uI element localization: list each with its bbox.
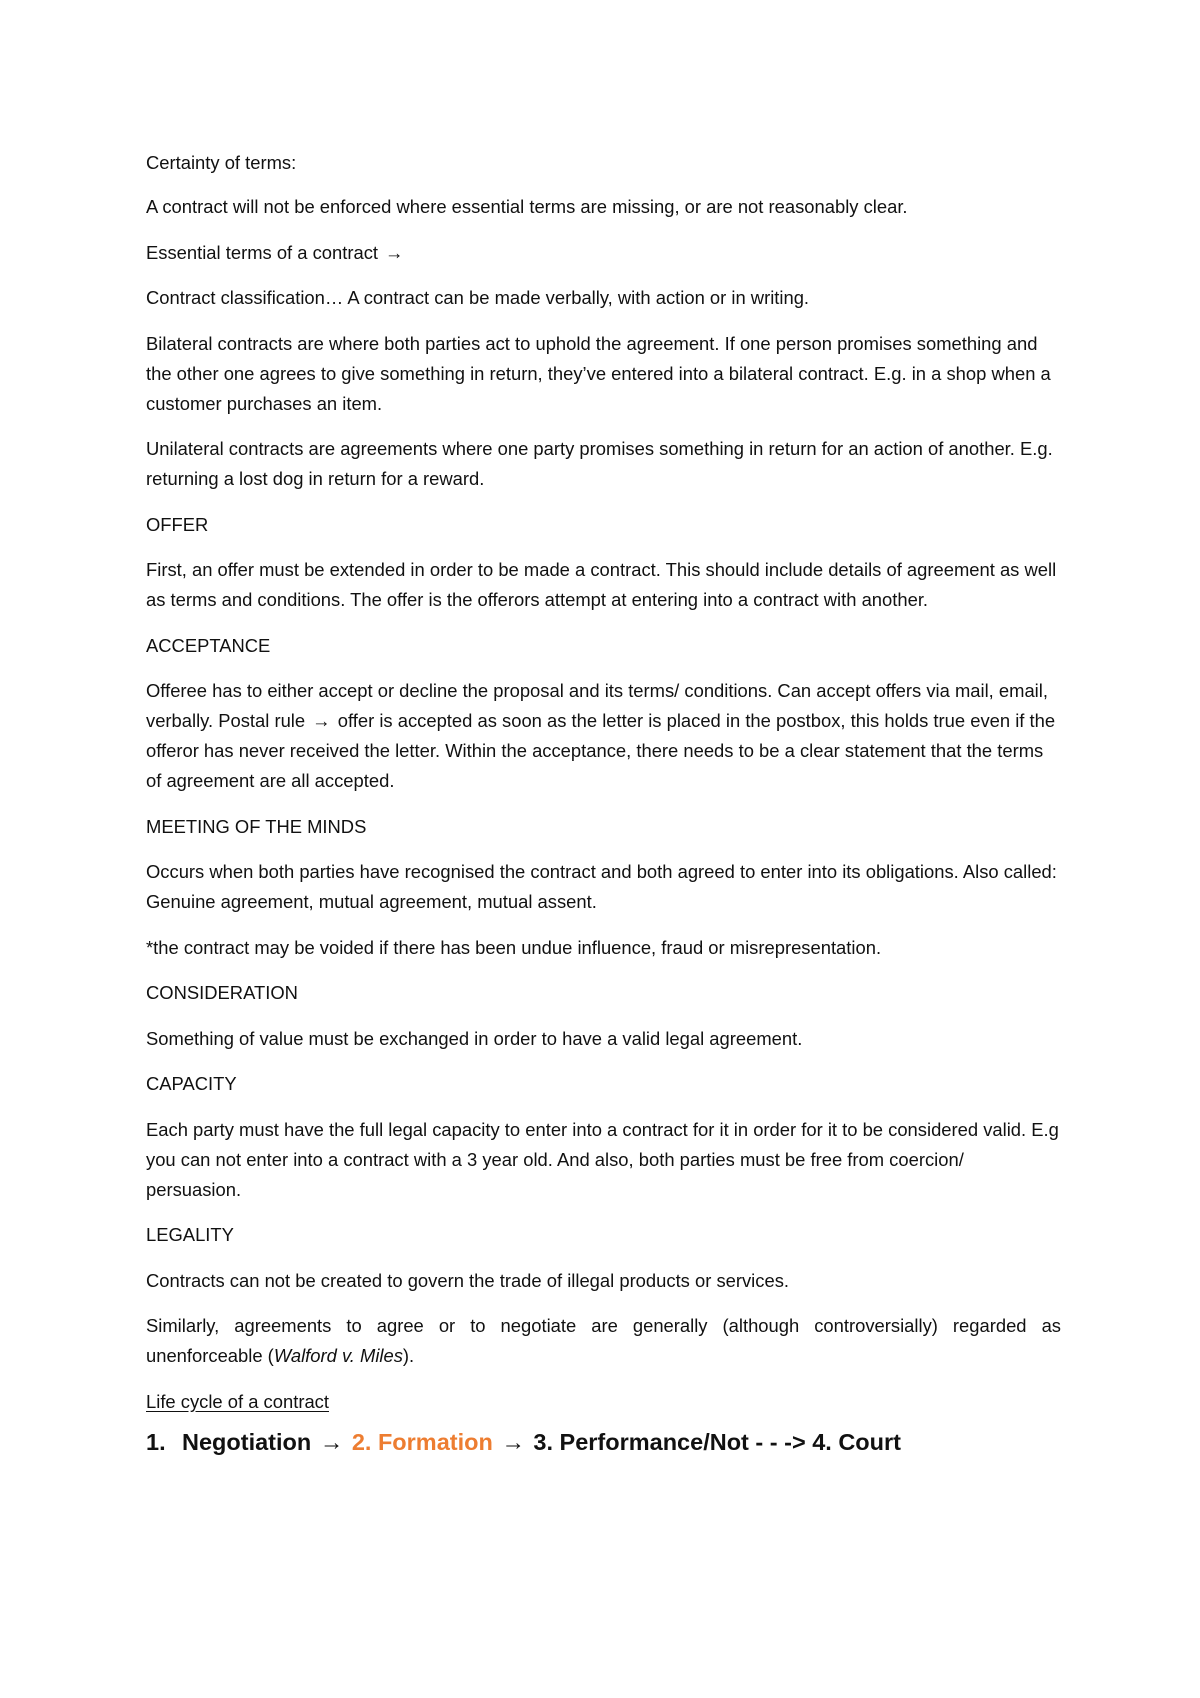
heading-capacity: CAPACITY — [146, 1073, 237, 1094]
similarly-text-start: Similarly, agreements to agree or to negotiate are generally (although controversially) regarded as unenforceable ( — [146, 1315, 1061, 1366]
heading-offer: OFFER — [146, 513, 209, 535]
paragraph-similarly — [146, 1311, 1061, 1371]
right-arrow-icon: → — [312, 710, 331, 731]
paragraph-meeting-of-minds: Occurs when both parties have recognised the contract and both agreed to enter into its obligations. Also called: Genuine agreement, mutual agreement, mutual assent. — [146, 861, 1057, 912]
paragraph-capacity: Each party must have the full legal capacity to enter into a contract for it in order for it to be considered valid. E.g you can not enter into a contract with a 3 year old. And also, both parties must be free from coercion/ persuasion. — [146, 1118, 1059, 1200]
right-arrow-icon: → — [501, 1428, 525, 1455]
right-arrow-icon: → — [319, 1428, 344, 1455]
paragraph-acceptance — [146, 676, 1061, 796]
paragraph-offer: First, an offer must be extended in order to be made a contract. This should include details of agreement as well as terms and conditions. The offer is the offerors attempt at entering into a contract with another. — [146, 559, 1057, 610]
list-number: 1. — [146, 1428, 166, 1455]
paragraph-legality: Contracts can not be created to govern the trade of illegal products or services. — [146, 1269, 789, 1291]
similarly-text-end: ). — [402, 1345, 415, 1366]
acceptance-text-end: offer is accepted as soon as the letter is placed in the postbox, this holds true even if the offeror has never received the letter. Within the acceptance, there needs to be a clear statement that the terms of agreement are all accepted. — [146, 710, 1056, 791]
right-arrow-icon: → — [385, 241, 404, 263]
paragraph-voided-note: *the contract may be voided if there has been undue influence, fraud or misrepresentation. — [146, 936, 882, 958]
step-court: - -> 4. Court — [769, 1428, 901, 1455]
paragraph-unilateral: Unilateral contracts are agreements where one party promises something in return for an action of another. E.g. returning a lost dog in return for a reward. — [146, 438, 1053, 489]
essential-terms-label: Essential terms of a contract — [146, 241, 379, 263]
step-formation: 2. Formation — [351, 1428, 493, 1455]
paragraph-consideration: Something of value must be exchanged in order to have a valid legal agreement. — [146, 1027, 803, 1049]
paragraph-classification: Contract classification… A contract can be made verbally, with action or in writing. — [146, 287, 810, 308]
paragraph-enforced: A contract will not be enforced where essential terms are missing, or are not reasonably clear. — [146, 196, 908, 217]
heading-legality: LEGALITY — [146, 1224, 234, 1245]
paragraph-bilateral: Bilateral contracts are where both parties act to uphold the agreement. If one person promises something and the other one agrees to give something in return, they’ve entered into a bilateral contract. E.g. in a shop when a customer purchases an item. — [146, 332, 1051, 414]
heading-life-cycle: Life cycle of a contract — [146, 1390, 329, 1412]
heading-acceptance: ACCEPTANCE — [146, 634, 271, 656]
case-citation: Walford v. Miles — [273, 1345, 403, 1366]
document-body — [146, 148, 1061, 1459]
step-negotiation: Negotiation — [182, 1428, 312, 1455]
life-cycle-steps — [146, 1425, 1061, 1459]
acceptance-text-start: Offeree has to either accept or decline the proposal and its terms/ conditions. Can accept offers via mail, email, verbally. Postal rule — [146, 680, 1048, 731]
lifecycle-steps-line — [182, 1425, 901, 1459]
heading-certainty: Certainty of terms: — [146, 152, 297, 173]
step-performance: 3. Performance/Not - — [533, 1428, 770, 1455]
heading-meeting-of-minds: MEETING OF THE MINDS — [146, 815, 367, 837]
paragraph-essential-terms — [146, 238, 1061, 268]
heading-consideration: CONSIDERATION — [146, 982, 298, 1003]
